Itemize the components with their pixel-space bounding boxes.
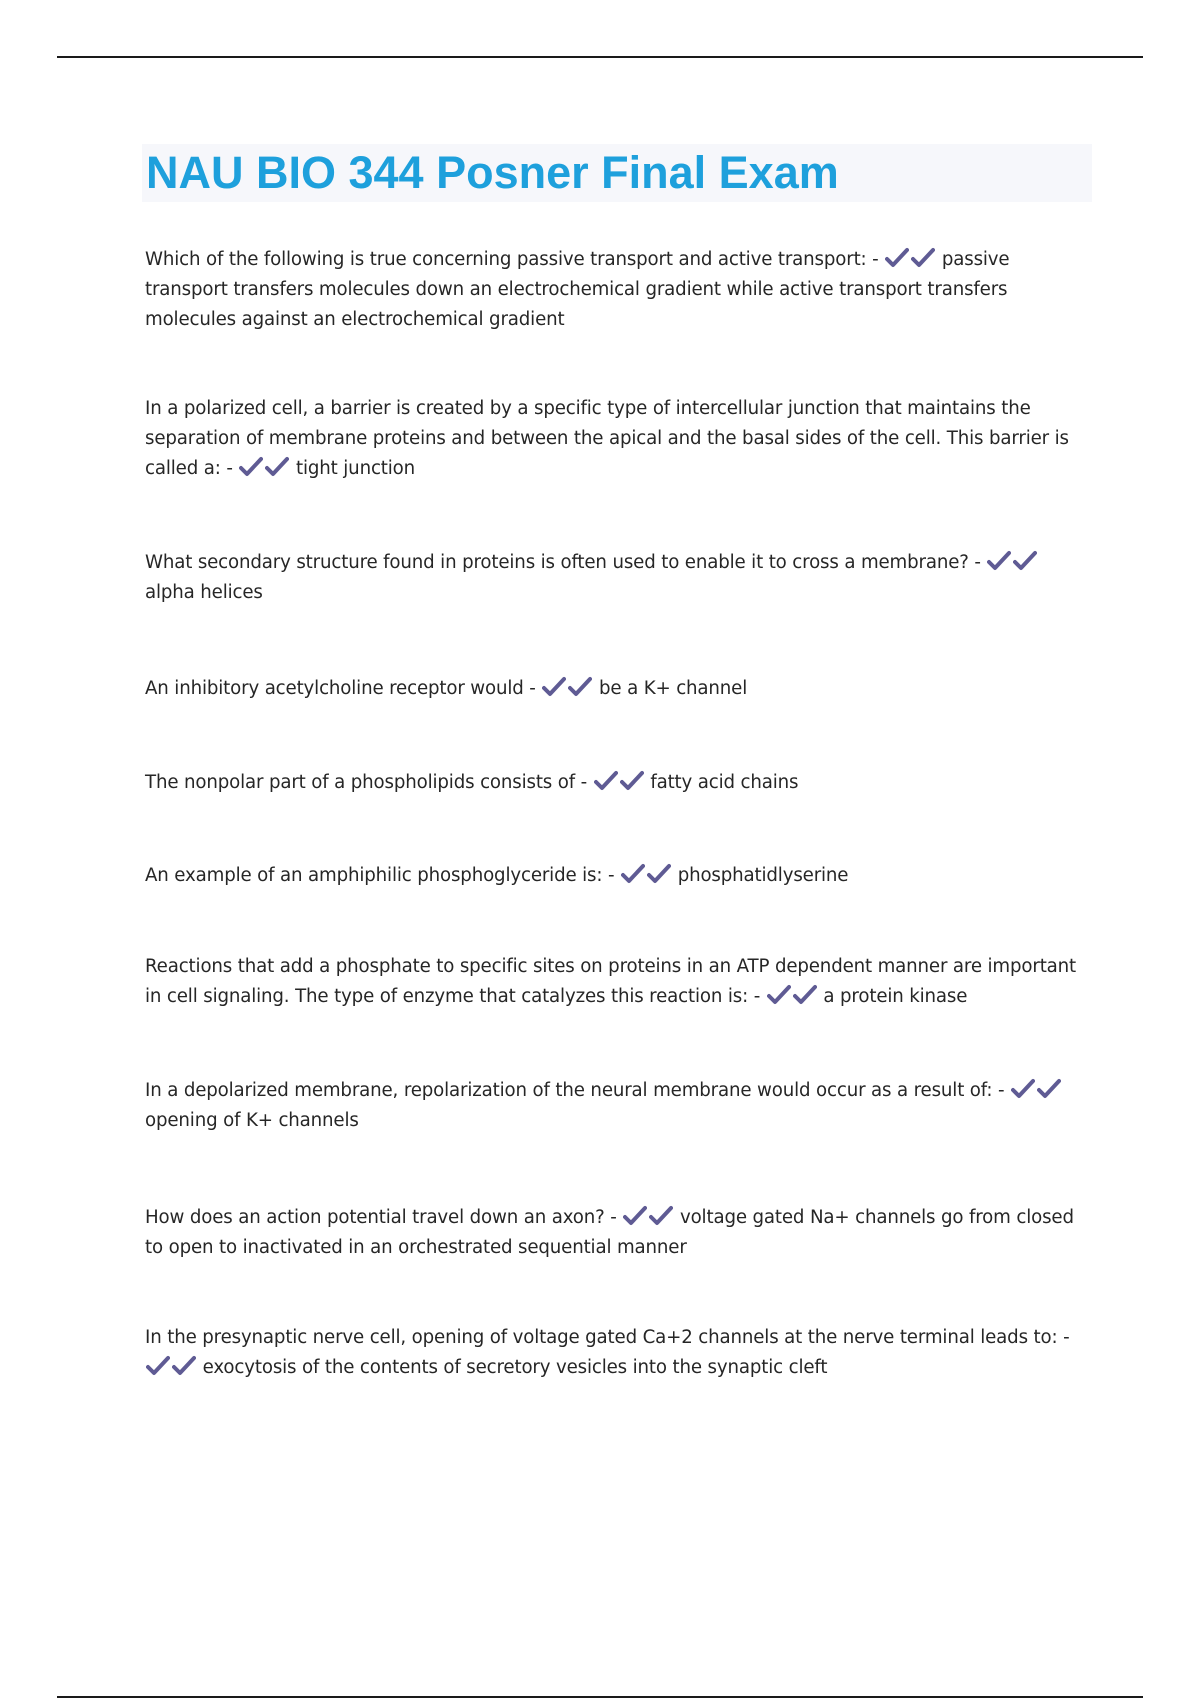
check-icon — [594, 770, 618, 792]
question-text: Which of the following is true concerning passive transport and active transport: - — [145, 249, 879, 270]
qa-item — [145, 1203, 1085, 1263]
check-icon — [911, 247, 935, 269]
check-icon — [987, 550, 1011, 572]
question-text: What secondary structure found in proteins is often used to enable it to cross a membrane? - — [145, 552, 981, 573]
qa-item — [145, 1076, 1085, 1136]
answer-text: be a K+ channel — [599, 678, 748, 699]
question-text: An inhibitory acetylcholine receptor would - — [145, 678, 536, 699]
answer-text: opening of K+ channels — [145, 1110, 359, 1131]
check-icon — [767, 984, 791, 1006]
question-text: In a depolarized membrane, repolarization of the neural membrane would occur as a result of: - — [145, 1080, 1005, 1101]
check-icon — [146, 1355, 170, 1377]
qa-item — [145, 1323, 1085, 1383]
check-icon — [620, 770, 644, 792]
check-icon — [621, 863, 645, 885]
check-icon — [239, 456, 263, 478]
bottom-rule — [57, 1696, 1143, 1698]
qa-item — [145, 674, 1085, 704]
answer-text: voltage gated Na+ channels go from closed to open to inactivated in an orchestrated sequential manner — [145, 1207, 1074, 1258]
check-icon — [568, 676, 592, 698]
top-rule — [57, 56, 1143, 58]
answer-text: alpha helices — [145, 582, 263, 603]
qa-item — [145, 861, 1085, 891]
qa-item — [145, 245, 1085, 335]
question-text: In a polarized cell, a barrier is created by a specific type of intercellular junction that maintains the separation of membrane proteins and between the apical and the basal sides of the cell. This barrier is called a: - — [145, 398, 1069, 479]
answer-text: tight junction — [296, 458, 416, 479]
question-text: Reactions that add a phosphate to specific sites on proteins in an ATP dependent manner are important in cell signaling. The type of enzyme that catalyzes this reaction is: - — [145, 956, 1077, 1007]
answer-text: fatty acid chains — [650, 772, 799, 793]
question-text: In the presynaptic nerve cell, opening of voltage gated Ca+2 channels at the nerve terminal leads to: - — [145, 1327, 1070, 1348]
check-icon — [649, 1205, 673, 1227]
check-icon — [1011, 1078, 1035, 1100]
answer-text: passive transport transfers molecules down an electrochemical gradient while active transport transfers molecules against an electrochemical gradient — [145, 249, 1010, 330]
question-text: An example of an amphiphilic phosphoglyceride is: - — [145, 865, 615, 886]
check-icon — [172, 1355, 196, 1377]
check-icon — [647, 863, 671, 885]
check-icon — [885, 247, 909, 269]
check-icon — [265, 456, 289, 478]
check-icon — [793, 984, 817, 1006]
answer-text: exocytosis of the contents of secretory vesicles into the synaptic cleft — [202, 1357, 828, 1378]
qa-item — [145, 394, 1085, 484]
page-title: NAU BIO 344 Posner Final Exam — [146, 147, 839, 198]
check-icon — [1013, 550, 1037, 572]
question-text: How does an action potential travel down an axon? - — [145, 1207, 617, 1228]
qa-item — [145, 768, 1085, 798]
answer-text: phosphatidlyserine — [677, 865, 849, 886]
check-icon — [623, 1205, 647, 1227]
check-icon — [542, 676, 566, 698]
question-text: The nonpolar part of a phospholipids consists of - — [145, 772, 588, 793]
answer-text: a protein kinase — [823, 986, 968, 1007]
qa-item — [145, 548, 1085, 608]
check-icon — [1037, 1078, 1061, 1100]
qa-item — [145, 952, 1085, 1012]
